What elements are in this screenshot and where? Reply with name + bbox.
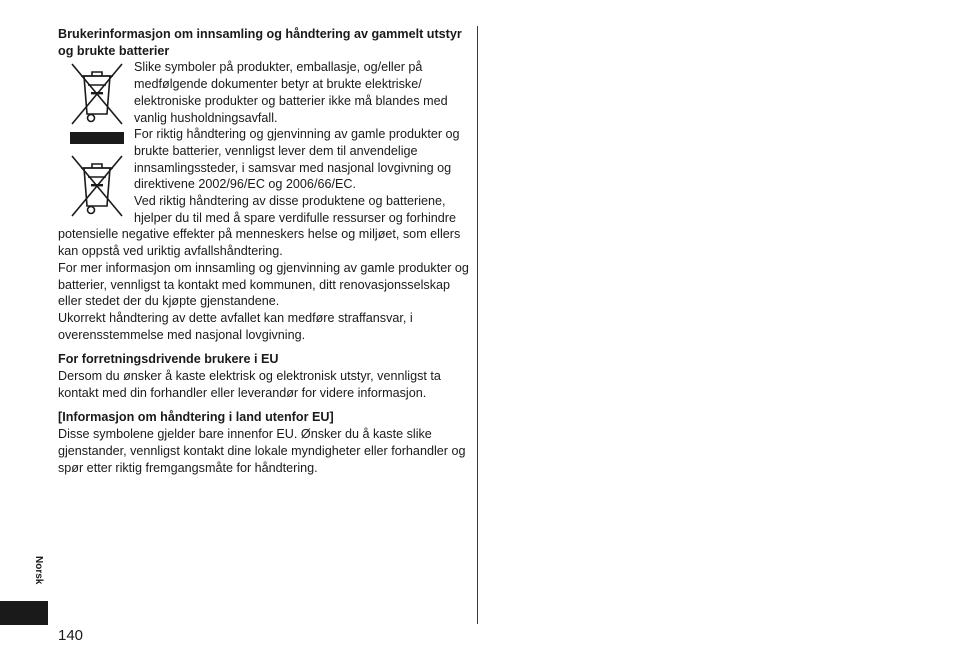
solid-bar-icon	[70, 132, 124, 144]
language-tab-label: Norsk	[33, 556, 44, 585]
crossed-out-wheelie-bin-icon	[64, 58, 130, 130]
crossed-out-wheelie-bin-icon	[64, 150, 130, 222]
paragraph: Slike symboler på produkter, emballasje, og/eller på medfølgende dokumenter betyr at brukte elektriske/ elektroniske produkter og batterier ikke må blandes med vanlig husholdningsavfall.	[134, 60, 448, 125]
language-tab-marker	[0, 601, 48, 625]
paragraph: For riktig håndtering og gjenvinning av gamle produkter og brukte batterier, vennligst lever dem til anvendelige innsamlingssteder, i samsvar med nasjonal lovgivning og direktivene 2002/96/EC og 2006/66/EC.	[134, 127, 460, 192]
column-divider	[477, 26, 478, 624]
section-heading-business: For forretningsdrivende brukere i EU	[58, 352, 279, 367]
main-column	[58, 26, 470, 476]
paragraph: Dersom du ønsker å kaste elektrisk og elektronisk utstyr, vennligst ta kontakt med din forhandler eller leverandør for videre informasjon.	[58, 369, 441, 400]
paragraph: Ukorrekt håndtering av dette avfallet kan medføre straffansvar, i overensstemmelse med nasjonal lovgivning.	[58, 310, 413, 342]
section-heading-disposal: Brukerinformasjon om innsamling og håndtering av gammelt utstyr og brukte batterier	[58, 27, 462, 58]
paragraph: Ved riktig håndtering av disse produktene og batteriene, hjelper du til med å spare verdifulle ressurser og forhindre potensielle negative effekter på menneskers helse og miljøet, som ellers kan oppstå ved uriktig avfallshåndtering.	[58, 194, 461, 259]
page-number: 140	[58, 627, 84, 644]
paragraph: For mer informasjon om innsamling og gjenvinning av gamle produkter og batterier, vennligst ta kontakt med kommunen, ditt renovasjonsselskap eller stedet der du kjøpte gjenstandene.	[58, 260, 469, 309]
section-heading-non-eu: [Informasjon om håndtering i land utenfor EU]	[58, 410, 334, 425]
disposal-symbols	[58, 58, 134, 222]
paragraph: Disse symbolene gjelder bare innenfor EU. Ønsker du å kaste slike gjenstander, vennligst kontakt dine lokale myndigheter eller forhandler og spør etter riktig fremgangsmåte for håndtering.	[58, 427, 466, 475]
